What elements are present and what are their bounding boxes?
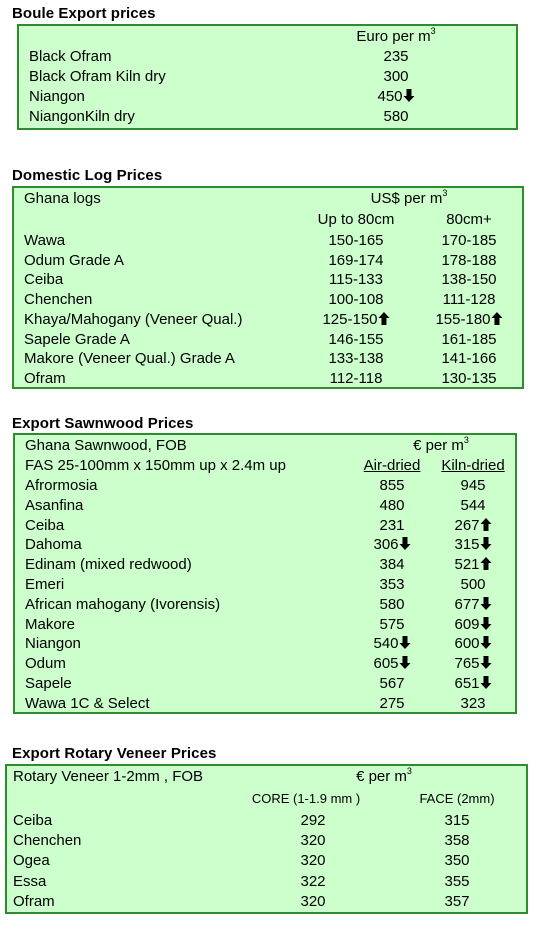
sawn-row-v1 xyxy=(379,476,404,496)
boule-row-name xyxy=(29,67,166,87)
sawn-col1-header: Air-dried xyxy=(363,457,421,474)
sawn-row-v2 xyxy=(460,476,485,496)
sawn-row-v1 xyxy=(379,595,404,615)
domestic-row-v1-text: 146-155 xyxy=(328,330,384,348)
sawn-row-v2-text: 315 xyxy=(454,536,480,554)
domestic-row-v1 xyxy=(328,290,383,310)
domestic-row-name-text: Chenchen xyxy=(24,291,93,309)
sawn-row xyxy=(15,694,515,714)
arrow-up-icon xyxy=(481,518,492,531)
domestic-row-v2 xyxy=(441,330,496,350)
sawn-row-name xyxy=(25,694,150,714)
veneer-row-v2-text: 358 xyxy=(444,832,470,850)
veneer-row-name xyxy=(13,851,50,871)
domestic-row xyxy=(14,310,522,330)
sawn-spec-label: FAS 25-100mm x 150mm up x 2.4m up xyxy=(25,457,286,474)
arrow-up-icon xyxy=(492,312,503,325)
sawn-row-v2-text: 609 xyxy=(454,615,480,633)
sawn-row-v1 xyxy=(373,535,410,555)
domestic-row-v2 xyxy=(441,251,496,271)
sawn-row-v1-text: 480 xyxy=(379,496,405,514)
domestic-header-row xyxy=(14,189,522,209)
domestic-row-v2 xyxy=(441,270,496,290)
veneer-header-row xyxy=(7,767,526,787)
domestic-row-name xyxy=(24,349,235,369)
domestic-row-name-text: Ceiba xyxy=(24,271,64,289)
sawn-row-name-text: Niangon xyxy=(25,635,81,653)
domestic-row xyxy=(14,270,522,290)
sawn-row-name-text: Edinam (mixed redwood) xyxy=(25,556,192,574)
domestic-row-v2-text: 138-150 xyxy=(441,271,497,289)
sawn-row-v2-text: 500 xyxy=(460,576,486,593)
arrow-down-icon xyxy=(400,656,411,669)
domestic-row-v1 xyxy=(328,251,383,271)
boule-row-value xyxy=(383,67,408,87)
sawn-col2-header: Kiln-dried xyxy=(441,457,505,474)
sawn-row-v2 xyxy=(454,654,491,674)
domestic-row-v2-text: 161-185 xyxy=(441,330,497,348)
veneer-table xyxy=(5,764,528,914)
domestic-row-v2-text: 111-128 xyxy=(442,291,496,309)
veneer-row xyxy=(7,872,526,892)
sawn-row-name-text: Afrormosia xyxy=(25,477,98,494)
sawn-row xyxy=(15,595,515,615)
sawn-row-v1-text: 384 xyxy=(379,556,405,574)
arrow-down-icon xyxy=(481,676,492,689)
domestic-row-v1 xyxy=(328,330,383,350)
sawn-row-v1-text: 605 xyxy=(373,655,399,673)
domestic-row-v1-text: 169-174 xyxy=(328,251,384,269)
boule-row-value-text: 450 xyxy=(377,88,403,105)
sawn-row-v1-text: 231 xyxy=(379,516,405,534)
sawn-row-name xyxy=(25,555,192,575)
domestic-row xyxy=(14,231,522,251)
veneer-row-v1 xyxy=(300,872,325,892)
sawn-row-v2 xyxy=(460,575,485,595)
sawn-row-name xyxy=(25,535,82,555)
domestic-col2-header: 80cm+ xyxy=(446,211,492,228)
domestic-row xyxy=(14,369,522,389)
sawn-row-v2-text: 600 xyxy=(454,635,480,653)
sawn-row-v2-text: 323 xyxy=(460,694,486,712)
sawn-row-name-text: Ceiba xyxy=(25,516,65,534)
domestic-row-v2-text: 170-185 xyxy=(441,232,497,249)
veneer-row-v1-text: 292 xyxy=(300,812,326,829)
sawn-row-v1 xyxy=(379,674,404,694)
domestic-col1-header: Up to 80cm xyxy=(317,211,395,228)
domestic-row-v1 xyxy=(328,231,383,251)
boule-row xyxy=(19,107,516,127)
domestic-row-name xyxy=(24,369,66,389)
boule-row-value xyxy=(377,87,414,107)
sawn-row-name-text: African mahogany (Ivorensis) xyxy=(25,595,221,613)
sawn-row-v1 xyxy=(373,654,410,674)
sawn-row-v1 xyxy=(379,555,404,575)
veneer-row-v2-text: 315 xyxy=(444,812,470,829)
domestic-row-name xyxy=(24,310,242,330)
domestic-row-v2-text: 141-166 xyxy=(441,350,497,368)
boule-row-name-text: Black Ofram Kiln dry xyxy=(29,68,166,85)
domestic-row-v1-text: 100-108 xyxy=(328,291,384,309)
veneer-row xyxy=(7,851,526,871)
arrow-down-icon xyxy=(481,636,492,649)
domestic-row-v1-text: 115-133 xyxy=(329,271,383,289)
boule-row xyxy=(19,67,516,87)
sawn-row-name xyxy=(25,595,220,615)
domestic-row-name xyxy=(24,290,92,310)
domestic-row-v1 xyxy=(329,270,383,290)
sawn-row-name-text: Dahoma xyxy=(25,536,82,554)
sawn-row xyxy=(15,654,515,674)
sawn-row-v2 xyxy=(454,535,491,555)
domestic-row-v1 xyxy=(322,310,389,330)
veneer-row-v1 xyxy=(300,811,325,831)
arrow-down-icon xyxy=(481,617,492,630)
boule-header-row xyxy=(19,27,516,47)
veneer-row-v2 xyxy=(444,892,469,912)
veneer-row-v1-text: 320 xyxy=(300,832,326,850)
arrow-down-icon xyxy=(481,656,492,669)
veneer-title: Export Rotary Veneer Prices xyxy=(12,745,217,762)
veneer-row-v1 xyxy=(300,851,325,871)
veneer-row-name xyxy=(13,892,55,912)
sawn-table xyxy=(13,433,517,714)
veneer-header-label: Rotary Veneer 1-2mm , FOB xyxy=(13,768,204,785)
domestic-row-name-text: Ofram xyxy=(24,369,66,387)
sawn-row-v2-text: 521 xyxy=(454,556,480,574)
sawn-row-name xyxy=(25,634,81,654)
sawn-row-name-text: Asanfina xyxy=(25,496,84,514)
boule-row-value-text: 300 xyxy=(383,68,409,85)
domestic-row xyxy=(14,251,522,271)
veneer-row xyxy=(7,892,526,912)
veneer-row-v2-text: 357 xyxy=(444,892,470,910)
veneer-row-name-text: Ceiba xyxy=(13,812,53,829)
sawn-row xyxy=(15,555,515,575)
sawn-row-v1 xyxy=(379,575,404,595)
domestic-row xyxy=(14,330,522,350)
domestic-row-v2 xyxy=(441,369,496,389)
sawn-row-v1 xyxy=(379,496,404,516)
domestic-row-name-text: Makore (Veneer Qual.) Grade A xyxy=(24,350,235,368)
sawn-row-name xyxy=(25,654,66,674)
domestic-row-v1-text: 125-150 xyxy=(322,310,378,328)
veneer-row-v2-text: 350 xyxy=(444,852,470,870)
arrow-down-icon xyxy=(481,537,492,550)
arrow-up-icon xyxy=(379,312,390,325)
sawn-row xyxy=(15,535,515,555)
sawn-row-v2 xyxy=(454,634,491,654)
boule-row-name-text: Niangon xyxy=(29,88,85,105)
sawn-row-name xyxy=(25,496,83,516)
sawn-row-name-text: Odum xyxy=(25,655,66,673)
sawn-row-v1-text: 575 xyxy=(379,615,405,633)
veneer-row-v2 xyxy=(444,872,469,892)
domestic-row xyxy=(14,349,522,369)
veneer-row-v1-text: 322 xyxy=(300,872,326,890)
boule-row-name xyxy=(29,107,135,127)
domestic-row-v2 xyxy=(435,310,502,330)
sawn-row-v1-text: 567 xyxy=(379,675,405,692)
sawn-row xyxy=(15,674,515,694)
domestic-row-v2 xyxy=(441,231,496,251)
domestic-row xyxy=(14,290,522,310)
veneer-unit-header: € per $m^3$ xyxy=(356,766,412,785)
sawn-row-name-text: Emeri xyxy=(25,576,65,593)
domestic-table xyxy=(12,186,524,389)
sawn-row-v1-text: 580 xyxy=(379,595,405,613)
veneer-row-v2 xyxy=(444,851,469,871)
veneer-row-v2 xyxy=(444,811,469,831)
domestic-row-v1 xyxy=(328,349,383,369)
boule-row-value-text: 235 xyxy=(383,48,409,65)
veneer-row xyxy=(7,831,526,851)
veneer-row-v1-text: 320 xyxy=(300,852,326,870)
domestic-row-v1 xyxy=(330,369,383,389)
sawn-row-v1-text: 275 xyxy=(379,694,405,712)
veneer-row-name xyxy=(13,811,52,831)
arrow-down-icon xyxy=(400,636,411,649)
boule-row-value-text: 580 xyxy=(383,108,409,125)
veneer-row-name-text: Chenchen xyxy=(13,832,82,850)
domestic-row-v2-text: 155-180 xyxy=(435,310,491,328)
sawn-row-v1-text: 855 xyxy=(379,477,405,494)
sawn-row-name xyxy=(25,575,64,595)
boule-row-value xyxy=(383,47,408,67)
boule-unit-header: Euro per $m^3$ xyxy=(356,26,436,45)
sawn-row xyxy=(15,496,515,516)
domestic-row-name-text: Wawa xyxy=(24,232,66,249)
veneer-row-name xyxy=(13,872,46,892)
domestic-row-name xyxy=(24,330,130,350)
boule-row-name-text: Black Ofram xyxy=(29,48,112,65)
sawn-row-name-text: Makore xyxy=(25,615,76,633)
sawn-row-v2 xyxy=(454,595,491,615)
sawn-row-v2 xyxy=(454,516,491,536)
domestic-col-header-row xyxy=(14,210,522,230)
veneer-col1-header: CORE (1-1.9 mm ) xyxy=(251,791,361,806)
boule-row xyxy=(19,87,516,107)
veneer-row-v2-text: 355 xyxy=(444,872,470,890)
domestic-row-name-text: Odum Grade A xyxy=(24,251,125,269)
veneer-row-v1 xyxy=(300,892,325,912)
sawn-row-v1-text: 540 xyxy=(373,635,399,653)
veneer-row-name-text: Ofram xyxy=(13,892,55,910)
veneer-row-name-text: Essa xyxy=(13,872,47,890)
sawn-header-row xyxy=(15,436,515,456)
sawn-row-v1 xyxy=(379,694,404,714)
domestic-row-name xyxy=(24,231,65,251)
sawn-title: Export Sawnwood Prices xyxy=(12,415,194,432)
arrow-down-icon xyxy=(481,597,492,610)
sawn-row-v2-text: 267 xyxy=(454,516,480,534)
domestic-row-name-text: Sapele Grade A xyxy=(24,330,130,348)
domestic-row-v2-text: 130-135 xyxy=(441,369,497,387)
sawn-row-v2-text: 544 xyxy=(460,496,486,514)
sawn-row-v2-text: 677 xyxy=(454,595,480,613)
sawn-row xyxy=(15,615,515,635)
domestic-row-v2-text: 178-188 xyxy=(441,251,497,269)
veneer-col2-header: FACE (2mm) xyxy=(419,791,495,806)
sawn-row xyxy=(15,516,515,536)
veneer-row-name xyxy=(13,831,81,851)
sawn-row-name xyxy=(25,674,72,694)
domestic-row-v1-text: 150-165 xyxy=(328,232,384,249)
sawn-row-name xyxy=(25,615,75,635)
domestic-row-v1-text: 112-118 xyxy=(329,369,383,387)
sawn-unit-header: € per $m^3$ xyxy=(413,435,469,454)
domestic-row-name xyxy=(24,251,124,271)
domestic-unit-header: US$ per $m^3$ xyxy=(370,188,448,207)
domestic-row-name xyxy=(24,270,63,290)
sawn-row-v1-text: 353 xyxy=(379,576,405,593)
veneer-row-v1 xyxy=(300,831,325,851)
domestic-header-label: Ghana logs xyxy=(24,190,101,207)
sawn-row xyxy=(15,476,515,496)
veneer-row-v1-text: 320 xyxy=(300,892,326,910)
veneer-row-name-text: Ogea xyxy=(13,852,50,870)
sawn-row-v2 xyxy=(454,674,491,694)
sawn-row-v1-text: 306 xyxy=(373,536,399,554)
sawn-row-v2-text: 765 xyxy=(454,655,480,673)
domestic-row-v2 xyxy=(441,349,496,369)
sawn-row xyxy=(15,634,515,654)
sawn-row-v1 xyxy=(379,615,404,635)
arrow-up-icon xyxy=(481,557,492,570)
veneer-row-v2 xyxy=(444,831,469,851)
sawn-row-name xyxy=(25,476,98,496)
domestic-row-v1-text: 133-138 xyxy=(328,350,384,368)
sawn-row xyxy=(15,575,515,595)
veneer-col-header-row xyxy=(7,789,526,809)
sawn-row-v2 xyxy=(454,555,491,575)
sawn-row-v2 xyxy=(460,694,485,714)
boule-table xyxy=(17,24,518,130)
sawn-row-v1 xyxy=(373,634,410,654)
boule-row xyxy=(19,47,516,67)
sawn-row-v1 xyxy=(379,516,404,536)
sawn-header-label: Ghana Sawnwood, FOB xyxy=(25,437,187,454)
sawn-row-name-text: Wawa 1C & Select xyxy=(25,694,150,712)
domestic-title: Domestic Log Prices xyxy=(12,167,163,184)
sawn-row-v2-text: 651 xyxy=(454,675,480,692)
sawn-row-name xyxy=(25,516,64,536)
sawn-row-name-text: Sapele xyxy=(25,675,72,692)
arrow-down-icon xyxy=(400,537,411,550)
boule-row-name-text: NiangonKiln dry xyxy=(29,108,135,125)
domestic-row-name-text: Khaya/Mahogany (Veneer Qual.) xyxy=(24,310,243,328)
veneer-row xyxy=(7,811,526,831)
sawn-row-v2 xyxy=(460,496,485,516)
boule-row-name xyxy=(29,47,112,67)
domestic-row-v2 xyxy=(443,290,496,310)
boule-title: Boule Export prices xyxy=(12,5,156,22)
boule-row-value xyxy=(383,107,408,127)
arrow-down-icon xyxy=(404,89,415,102)
sawn-row-v2 xyxy=(454,615,491,635)
sawn-row-v2-text: 945 xyxy=(460,477,486,494)
sawn-col-header-row xyxy=(15,456,515,476)
boule-row-name xyxy=(29,87,85,107)
